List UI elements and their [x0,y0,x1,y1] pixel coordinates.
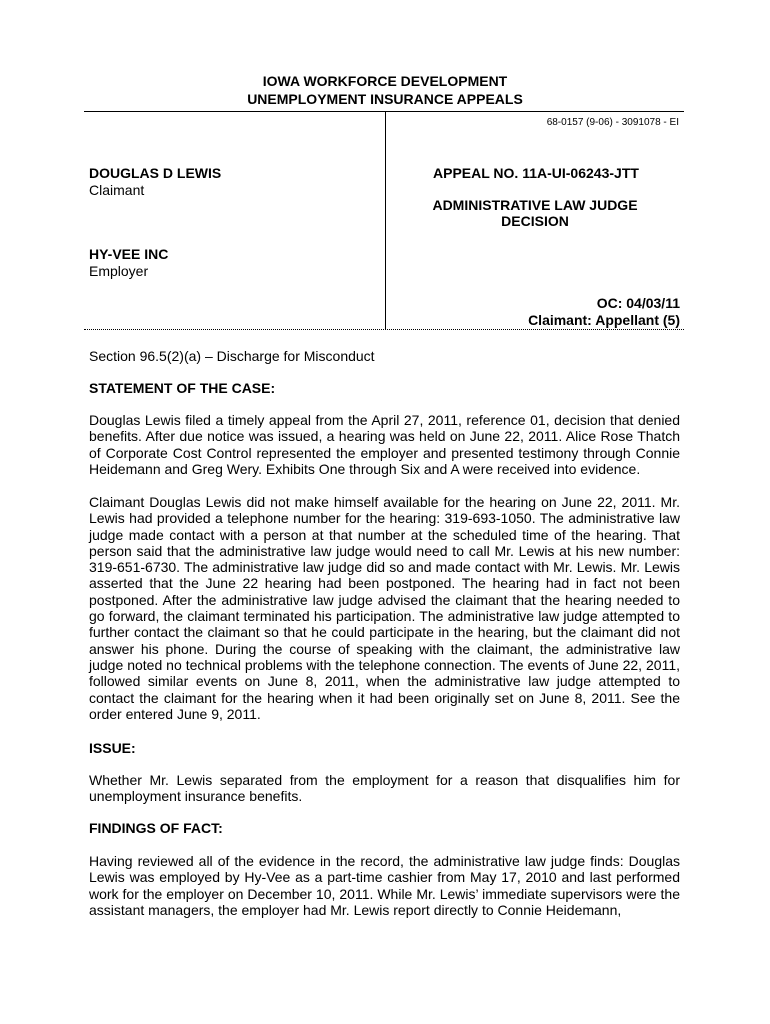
form-number: 68-0157 (9-06) - 3091078 - EI [546,117,679,128]
statement-paragraph-1: Douglas Lewis filed a timely appeal from the April 27, 2011, reference 01, decision that denied benefits. After due notice was issued, a hearing was held on June 22, 2011. Alice Rose Thatch of Corporate Cost Control represented the employer and presented testimony through Connie Heidemann and Greg Wery. Exhibits One through Six and A were received into evidence. [89,412,680,477]
claimant-name: DOUGLAS D LEWIS [89,165,222,181]
findings-paragraph: Having reviewed all of the evidence in the record, the administrative law judge finds: Douglas Lewis was employed by Hy-Vee as a part-time cashier from May 17, 2010 and last performed work for the employer on December 10, 2011. While Mr. Lewis’ immediate supervisors were the assistant managers, the employer had Mr. Lewis report directly to Connie Heidemann, [89,853,680,918]
statement-paragraph-2: Claimant Douglas Lewis did not make himself available for the hearing on June 22, 2011. Mr. Lewis had provided a telephone number for the hearing: 319-693-1050. The administrative law judge made contact with a person at that number at the scheduled time of the hearing. That person said that the administrative law judge would need to call Mr. Lewis at his new number: 319-651-6730. The administrative law judge did so and made contact with Mr. Lewis. Mr. Lewis asserted that the June 22 hearing had been postponed. The hearing had in fact not been postponed. After the administrative law judge advised the claimant that the hearing needed to go forward, the claimant terminated his participation. The administrative law judge attempted to further contact the claimant so that he could participate in the hearing, but the claimant did not answer his phone. During the course of speaking with the claimant, the administrative law judge noted no technical problems with the telephone connection. The events of June 22, 2011, followed similar events on June 8, 2011, when the administrative law judge attempted to contact the claimant for the hearing when it had been originally set on June 8, 2011. See the order entered June 9, 2011. [89,494,680,722]
division-title: UNEMPLOYMENT INSURANCE APPEALS [247,91,523,107]
section-citation: Section 96.5(2)(a) – Discharge for Misconduct [89,348,375,364]
employer-name: HY-VEE INC [89,246,169,262]
decision-type-line1: ADMINISTRATIVE LAW JUDGE [432,197,638,213]
appellant-status: Claimant: Appellant (5) [528,312,680,328]
statement-heading: STATEMENT OF THE CASE: [89,380,276,396]
issue-heading: ISSUE: [89,740,136,756]
appeal-number: APPEAL NO. 11A-UI-06243-JTT [433,165,639,181]
employer-role: Employer [89,263,149,279]
issue-paragraph: Whether Mr. Lewis separated from the employment for a reason that disqualifies him for unemployment insurance benefits. [89,772,680,805]
header-rule [84,111,684,112]
findings-heading: FINDINGS OF FACT: [89,820,223,836]
column-divider [385,111,386,329]
agency-title: IOWA WORKFORCE DEVELOPMENT [262,73,508,89]
decision-type-line2: DECISION [501,213,569,229]
claimant-role: Claimant [89,182,145,198]
original-claim-date: OC: 04/03/11 [596,295,680,311]
header-bottom-rule [84,329,684,330]
